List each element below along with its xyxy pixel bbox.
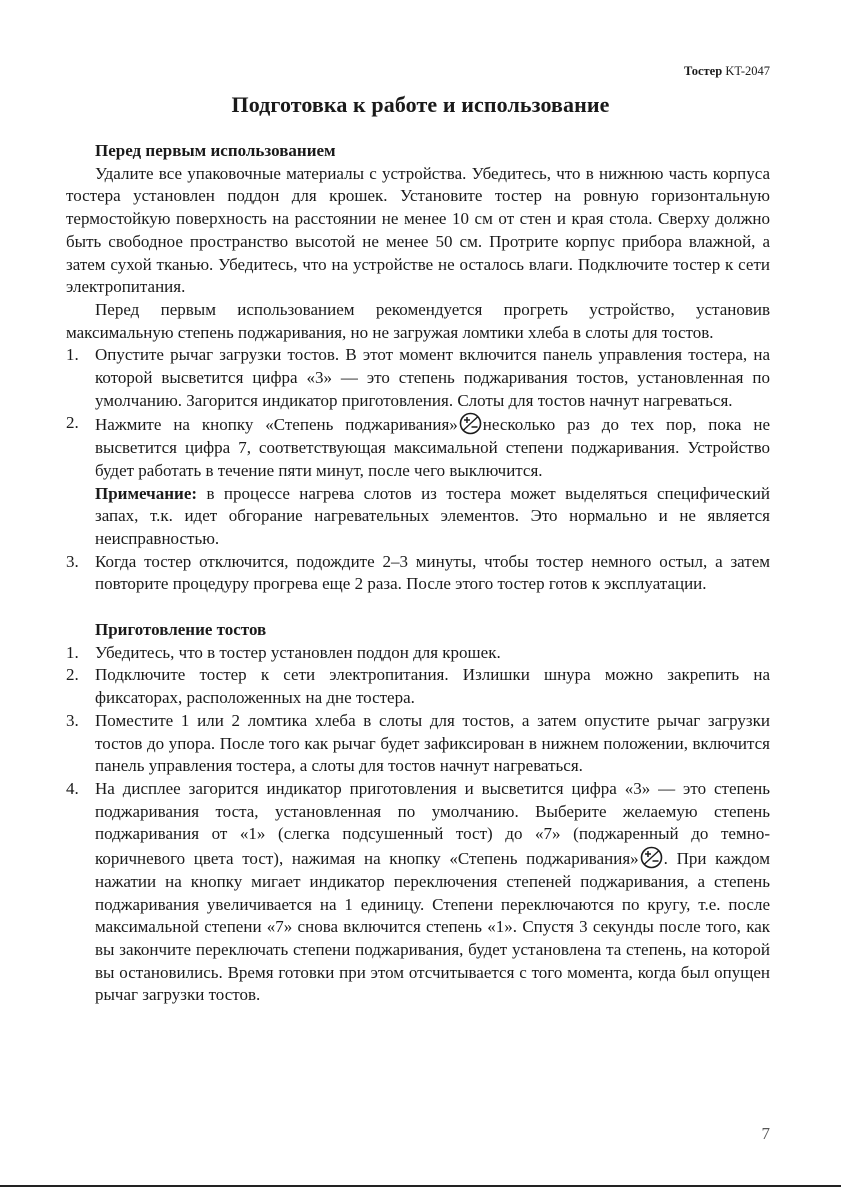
list-item <box>66 551 770 596</box>
list-item-text: Подключите тостер к сети электропитания. Излишки шнура можно закрепить на фиксаторах, расположенных на дне тостера. <box>95 665 770 708</box>
list-item <box>66 710 770 778</box>
toast-level-icon <box>459 412 482 435</box>
list-number: 1. <box>66 642 79 662</box>
section-heading-first-use: Перед первым использованием <box>95 141 336 160</box>
list-item-text: Поместите 1 или 2 ломтика хлеба в слоты для тостов, а затем опустите рычаг загрузки тостов до упора. После того как рычаг будет зафиксирован в нижнем положении, включится панель управления тостера, а слоты для тостов начнут нагреваться. <box>95 710 770 776</box>
list-item-text: . При каждом нажатии на кнопку мигает индикатор переключения степеней поджаривания, а степень поджаривания увеличивается на 1 единицу. Степени переключаются по кругу, т.е. после максимальной степени «7» снова включится степень «1». Спустя 3 секунды после того, как вы закончите переключать степени поджаривания, будет установлена та степень, на которой вы остановились. Время готовки при этом отсчитывается с того момента, когда был опущен рычаг загрузки тостов. <box>95 849 770 1005</box>
list-number: 1. <box>66 345 79 365</box>
list-item-text: Опустите рычаг загрузки тостов. В этот момент включится панель управления тостера, на которой высветится цифра «3» — это степень поджаривания тостов, установленная по умолчанию. Загорится индикатор приготовления. Слоты для тостов начнут нагреваться. <box>95 345 770 410</box>
paragraph-first-use-1: Удалите все упаковочные материалы с устройства. Убедитесь, что в нижнюю часть корпуса тостера установлен поддон для крошек. Установите тостер на ровную горизонтальную термостойкую поверхность на расстоянии не менее 10 см от стен и края стола. Сверху должно быть свободное пространство высотой не менее 50 см. Протрите корпус прибора влажной, а затем сухой тканью. Убедитесь, что на устройстве не осталось влаги. Подключите тостер к сети электропитания. <box>66 163 770 297</box>
list-number: 4. <box>66 778 79 798</box>
list-item-text: несколько раз до тех пор, пока не высветится цифра 7, соответствующая максимальной степени поджаривания. Устройство будет работать в течение пяти минут, после чего выключится. <box>95 415 770 480</box>
list-item-text: Убедитесь, что в тостер установлен поддон для крошек. <box>95 642 501 662</box>
section-heading-toasting: Приготовление тостов <box>95 620 267 640</box>
list-number: 2. <box>66 413 79 433</box>
list-item-text: Нажмите на кнопку «Степень поджаривания» <box>95 415 458 435</box>
header-model: KT-2047 <box>725 64 770 78</box>
list-item <box>66 664 770 709</box>
running-header <box>684 64 770 79</box>
list-item <box>66 642 770 665</box>
list-item-text: На дисплее загорится индикатор приготовления и высветится цифра «3» — это степень поджаривания тоста, установленная по умолчанию. Выберите желаемую степень поджаривания от «1» (слегка подсушенный тост) до «7» (поджаренный до темно-коричневого цвета тост), нажимая на кнопку «Степень поджаривания» <box>95 778 770 869</box>
header-product: Тостер <box>683 64 723 78</box>
toast-level-icon <box>640 846 663 869</box>
page-number: 7 <box>761 1124 770 1143</box>
bottom-divider <box>0 1185 841 1187</box>
note-label: Примечание: <box>95 483 198 503</box>
list-number: 3. <box>66 710 79 730</box>
note-text: в процессе нагрева слотов из тостера может выделяться специфический запах, т.к. идет обгорание нагревательных элементов. Это нормально и не является неисправностью. <box>95 483 770 548</box>
list-number: 2. <box>66 665 79 685</box>
list-item <box>66 412 770 550</box>
paragraph-first-use-2: Перед первым использованием рекомендуется прогреть устройство, установив максимальную степень поджаривания, но не загружая ломтики хлеба в слоты для тостов. <box>66 299 770 342</box>
first-use-steps <box>66 344 770 596</box>
list-number: 3. <box>66 551 79 571</box>
list-item <box>66 344 770 412</box>
page-title: Подготовка к работе и использование <box>231 92 610 117</box>
section-spacer <box>66 596 770 619</box>
toasting-steps <box>66 642 770 1007</box>
list-item <box>66 778 770 1007</box>
page-content <box>66 140 770 1007</box>
list-item-text: Когда тостер отключится, подождите 2–3 минуты, чтобы тостер немного остыл, а затем повторите процедуру прогрева еще 2 раза. После этого тостер готов к эксплуатации. <box>95 551 770 594</box>
